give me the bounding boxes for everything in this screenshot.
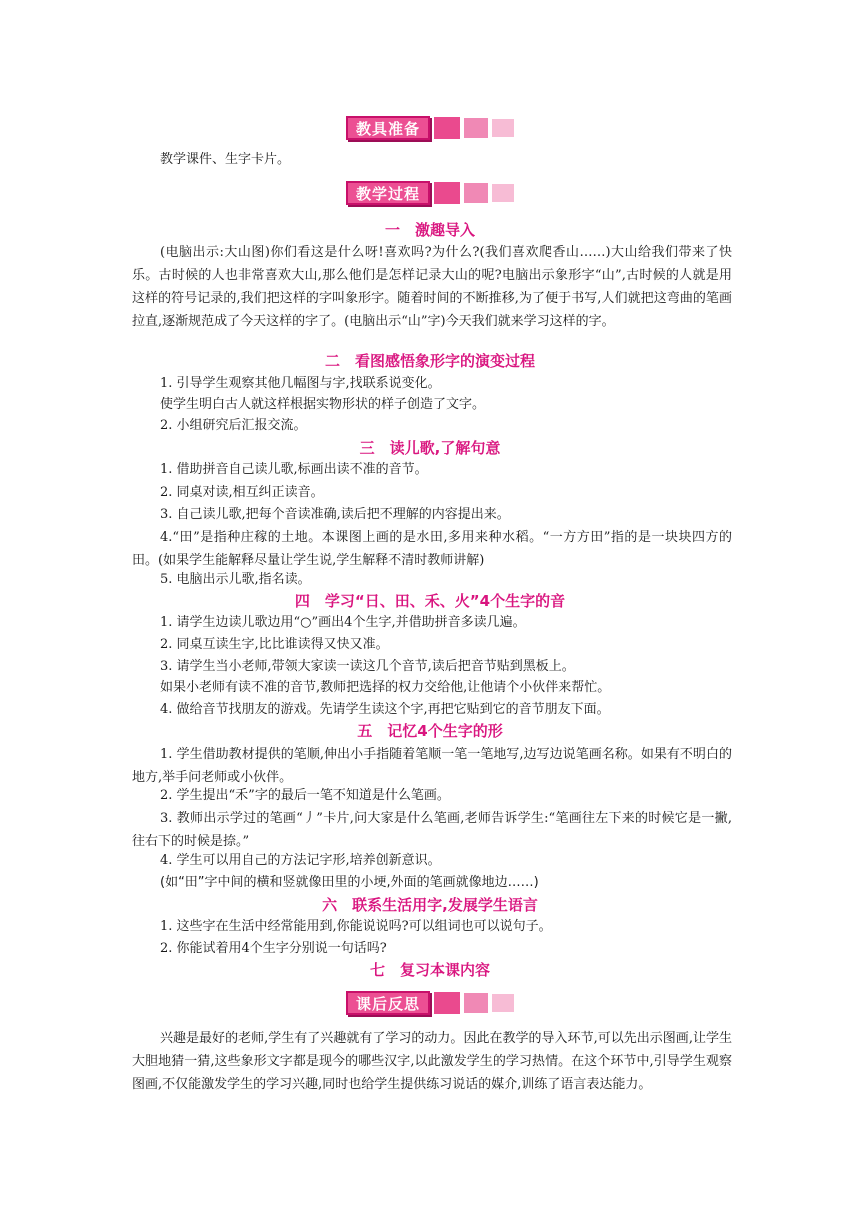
decor-square: [434, 182, 460, 204]
step4-item-3: 3. 请学生当小老师,带领大家读一读这几个音节,读后把音节贴到黑板上。: [160, 659, 575, 674]
decor-square: [464, 993, 488, 1013]
step5-item-1: 1. 学生借助教材提供的笔顺,伸出小手指随着笔顺一笔一笔地写,边写边说笔画名称。如果有不明白的地方,举手问老师或小伙伴。: [132, 747, 732, 785]
reflection-badge: 课后反思: [346, 991, 430, 1015]
step-heading-1: 一 激趣导入: [384, 221, 475, 239]
step-heading-5: 五 记忆4个生字的形: [357, 722, 503, 740]
process-section-header: [0, 181, 860, 205]
decor-square: [492, 184, 514, 202]
reflection-section-header: [0, 991, 860, 1015]
step4-item-4: 4. 做给音节找朋友的游戏。先请学生读这个字,再把它贴到它的音节朋友下面。: [160, 702, 610, 717]
step4-note: 如果小老师有读不准的音节,教师把选择的权力交给他,让他请个小伙伴来帮忙。: [160, 680, 611, 695]
materials-badge: 教具准备: [346, 116, 430, 140]
step5-example: (如“田”字中间的横和竖就像田里的小埂,外面的笔画就像地边……): [160, 875, 539, 890]
step3-item-3: 3. 自己读儿歌,把每个音读准确,读后把不理解的内容提出来。: [160, 507, 510, 522]
step4-item-1: 1. 请学生边读儿歌边用“○”画出4个生字,并借助拼音多读几遍。: [160, 615, 526, 630]
materials-section-header: [0, 116, 860, 140]
decor-square: [464, 183, 488, 203]
decor-square: [492, 994, 514, 1012]
step-heading-3: 三 读儿歌,了解句意: [359, 439, 501, 457]
process-badge: 教学过程: [346, 181, 430, 205]
step5-item-2: 2. 学生提出“禾”字的最后一笔不知道是什么笔画。: [160, 788, 450, 803]
step5-item-4: 4. 学生可以用自己的方法记字形,培养创新意识。: [160, 853, 441, 868]
step6-item-2: 2. 你能试着用4个生字分别说一句话吗?: [160, 941, 387, 956]
step-heading-6: 六 联系生活用字,发展学生语言: [322, 896, 538, 914]
step3-item-4: 4.“田”是指种庄稼的土地。本课图上画的是水田,多用来种水稻。“一方方田”指的是一块块四方的田。(如果学生能解释尽量让学生说,学生解释不清时教师讲解): [132, 530, 732, 568]
step-heading-4: 四 学习“日、田、禾、火”4个生字的音: [294, 592, 566, 610]
decor-square: [434, 117, 460, 139]
step-heading-2: 二 看图感悟象形字的演变过程: [324, 352, 535, 370]
step5-item-3: 3. 教师出示学过的笔画“丿”卡片,问大家是什么笔画,老师告诉学生:“笔画往左下来的时候它是一撇,往右下的时候是捺。”: [132, 811, 732, 849]
step2-note: 使学生明白古人就这样根据实物形状的样子创造了文字。: [160, 397, 486, 412]
step1-paragraph: (电脑出示:大山图)你们看这是什么呀!喜欢吗?为什么?(我们喜欢爬香山……)大山给我们带来了快乐。古时候的人也非常喜欢大山,那么他们是怎样记录大山的呢?电脑出示象形字“山”,古时候的人就是用这样的符号记录的,我们把这样的字叫象形字。随着时间的不断推移,为了便于书写,人们就把这弯曲的笔画拉直,逐渐规范成了今天这样的字了。(电脑出示“山”字)今天我们就来学习这样的字。: [132, 245, 732, 329]
decor-square: [464, 118, 488, 138]
step4-item-2: 2. 同桌互读生字,比比谁读得又快又准。: [160, 637, 389, 652]
step2-item-1: 1. 引导学生观察其他几幅图与字,找联系说变化。: [160, 376, 441, 391]
reflection-paragraph: 兴趣是最好的老师,学生有了兴趣就有了学习的动力。因此在教学的导入环节,可以先出示图画,让学生大胆地猜一猜,这些象形文字都是现今的哪些汉字,以此激发学生的学习热情。在这个环节中,引导学生观察图画,不仅能激发学生的学习兴趣,同时也给学生提供练习说话的媒介,训练了语言表达能力。: [132, 1031, 732, 1092]
step2-item-2: 2. 小组研究后汇报交流。: [160, 418, 307, 433]
decor-square: [434, 992, 460, 1014]
step6-item-1: 1. 这些字在生活中经常能用到,你能说说吗?可以组词也可以说句子。: [160, 919, 552, 934]
step3-item-1: 1. 借助拼音自己读儿歌,标画出读不准的音节。: [160, 462, 428, 477]
step3-item-5: 5. 电脑出示儿歌,指名读。: [160, 572, 311, 587]
materials-text: 教学课件、生字卡片。: [160, 152, 291, 167]
decor-square: [492, 119, 514, 137]
step3-item-2: 2. 同桌对读,相互纠正读音。: [160, 485, 324, 500]
step-heading-7: 七 复习本课内容: [369, 961, 490, 979]
